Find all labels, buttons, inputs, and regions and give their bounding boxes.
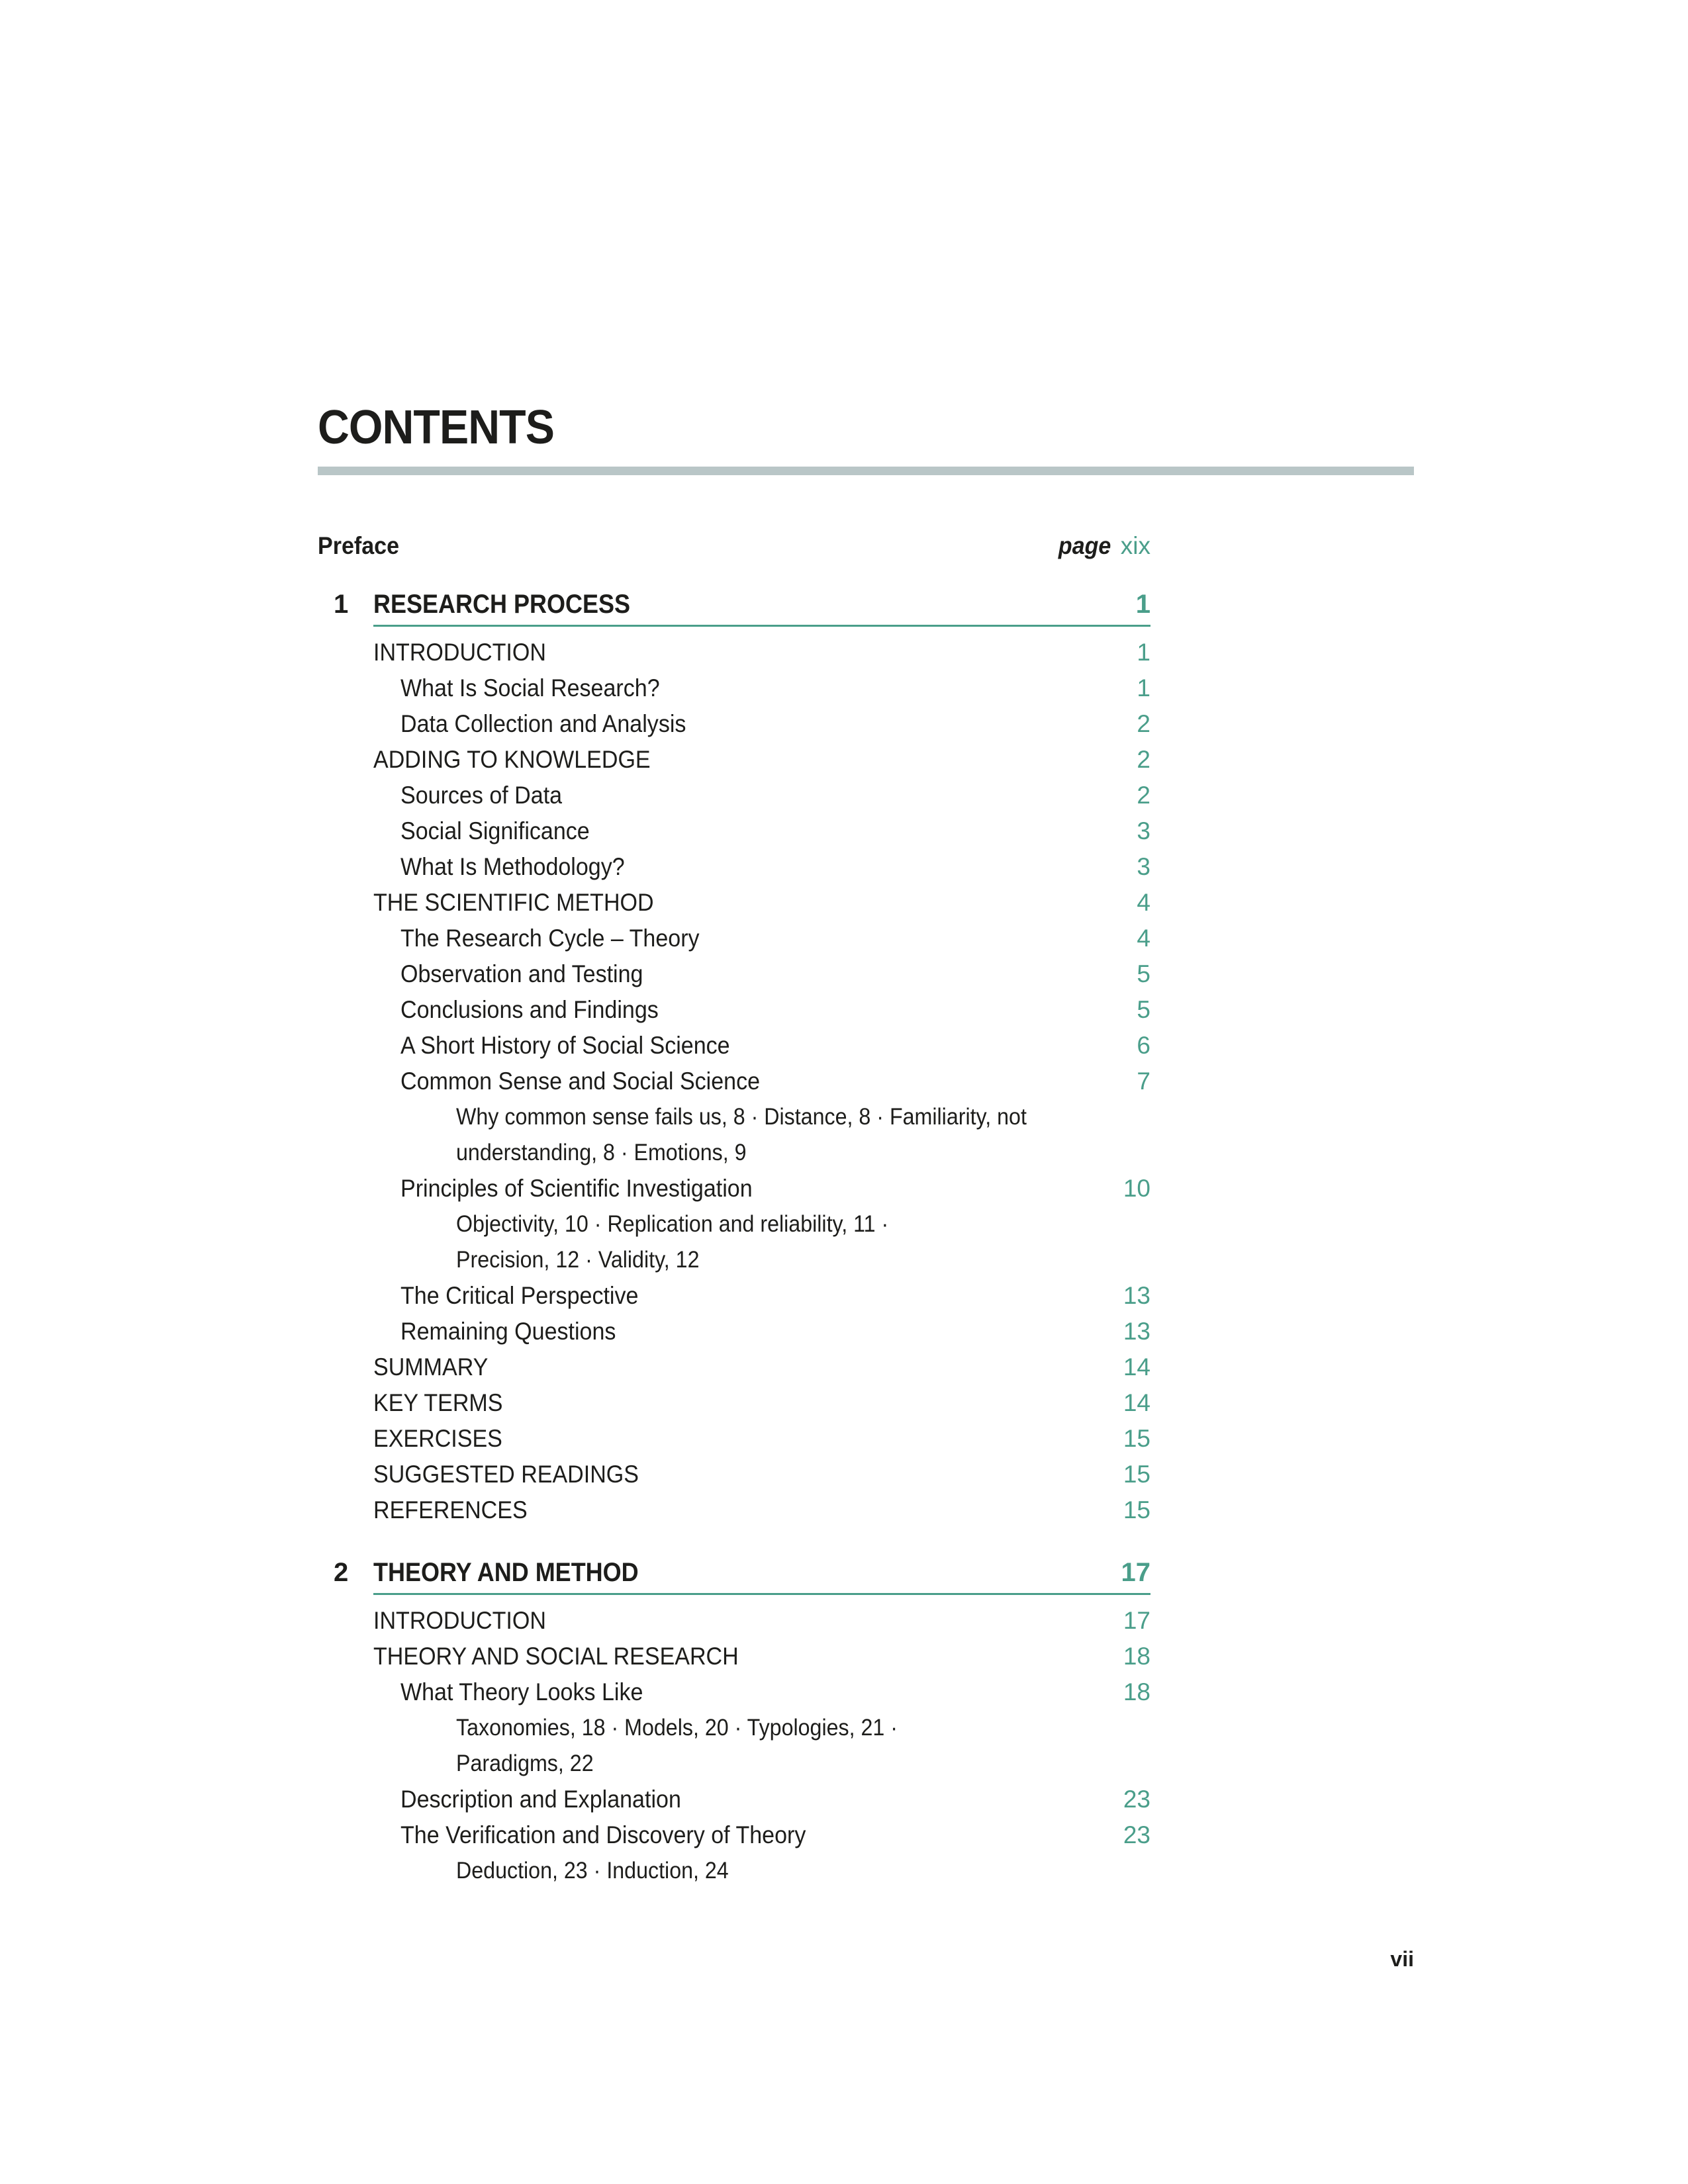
entry-page: 17 bbox=[1123, 1607, 1150, 1634]
entry-page: 1 bbox=[1137, 674, 1150, 702]
entry-text: A Short History of Social Science bbox=[400, 1032, 730, 1059]
title-rule bbox=[318, 467, 1414, 475]
entry-text: Data Collection and Analysis bbox=[400, 710, 686, 737]
entry-page: 18 bbox=[1123, 1643, 1150, 1670]
chapter-number: 2 bbox=[334, 1558, 349, 1587]
entry-text: The Verification and Discovery of Theory bbox=[400, 1821, 806, 1848]
entry-page: 2 bbox=[1137, 710, 1150, 737]
entry-text: Paradigms, 22 bbox=[456, 1751, 594, 1776]
entry-page: 7 bbox=[1137, 1068, 1150, 1095]
entry-page: 13 bbox=[1123, 1318, 1150, 1345]
entry-page: 4 bbox=[1137, 889, 1150, 916]
entry-text: Objectivity, 10 · Replication and reliability, 11 · bbox=[456, 1211, 889, 1237]
entry-text: Social Significance bbox=[400, 817, 590, 844]
entry-text: The Critical Perspective bbox=[400, 1282, 639, 1309]
entry-page: 2 bbox=[1137, 746, 1150, 773]
entry-text: Description and Explanation bbox=[400, 1786, 681, 1813]
chapter-title[interactable]: THEORY AND METHOD bbox=[373, 1558, 639, 1587]
entry-text: Conclusions and Findings bbox=[400, 996, 659, 1023]
entry-text: Observation and Testing bbox=[400, 960, 643, 987]
chapter-rule bbox=[373, 625, 1150, 627]
entry-text: What Theory Looks Like bbox=[400, 1678, 643, 1706]
entry-text: Precision, 12 · Validity, 12 bbox=[456, 1247, 700, 1273]
entry-page: 15 bbox=[1123, 1425, 1150, 1452]
entry-text: understanding, 8 · Emotions, 9 bbox=[456, 1140, 747, 1165]
entry-text: Remaining Questions bbox=[400, 1318, 616, 1345]
entry-page: 3 bbox=[1137, 817, 1150, 844]
chapter-number: 1 bbox=[334, 590, 349, 619]
entry-page: 5 bbox=[1137, 960, 1150, 987]
chapter-page: 1 bbox=[1135, 590, 1150, 619]
entry-page: 13 bbox=[1123, 1282, 1150, 1309]
entry-text: What Is Social Research? bbox=[400, 674, 660, 702]
entry-page: 4 bbox=[1137, 925, 1150, 952]
entry-page: 15 bbox=[1123, 1496, 1150, 1524]
entry-page: 3 bbox=[1137, 853, 1150, 880]
entry-text: THE SCIENTIFIC METHOD bbox=[373, 889, 654, 916]
entry-text: INTRODUCTION bbox=[373, 1607, 546, 1634]
entry-text: Taxonomies, 18 · Models, 20 · Typologies, 21 · bbox=[456, 1715, 898, 1741]
preface-page: xix bbox=[1120, 532, 1150, 559]
entry-text: The Research Cycle – Theory bbox=[400, 925, 700, 952]
entry-text: ADDING TO KNOWLEDGE bbox=[373, 746, 651, 773]
entry-text: Sources of Data bbox=[400, 782, 563, 809]
entry-page: 15 bbox=[1123, 1461, 1150, 1488]
entry-page: 6 bbox=[1137, 1032, 1150, 1059]
entry-text: What Is Methodology? bbox=[400, 853, 625, 880]
entry-text: THEORY AND SOCIAL RESEARCH bbox=[373, 1643, 739, 1670]
page-title: CONTENTS bbox=[318, 401, 554, 454]
entry-text: Why common sense fails us, 8 · Distance, 8 · Familiarity, not bbox=[456, 1104, 1027, 1130]
page-number: vii bbox=[1390, 1947, 1414, 1971]
entry-page: 10 bbox=[1123, 1175, 1150, 1202]
entry-page: 23 bbox=[1123, 1821, 1150, 1848]
entry-text: Deduction, 23 · Induction, 24 bbox=[456, 1858, 729, 1884]
entry-page: 2 bbox=[1137, 782, 1150, 809]
entry-text: KEY TERMS bbox=[373, 1389, 503, 1416]
entry-text: INTRODUCTION bbox=[373, 639, 546, 666]
entry-text: EXERCISES bbox=[373, 1425, 502, 1452]
chapter-rule bbox=[373, 1593, 1150, 1595]
entry-text: Common Sense and Social Science bbox=[400, 1068, 761, 1095]
entry-text: REFERENCES bbox=[373, 1496, 528, 1524]
entry-page: 14 bbox=[1123, 1353, 1150, 1381]
preface-label: Preface bbox=[318, 532, 400, 559]
entry-page: 5 bbox=[1137, 996, 1150, 1023]
page-word: page bbox=[1058, 532, 1111, 559]
entry-text: Principles of Scientific Investigation bbox=[400, 1175, 753, 1202]
entry-page: 1 bbox=[1137, 639, 1150, 666]
entry-page: 23 bbox=[1123, 1786, 1150, 1813]
entry-page: 14 bbox=[1123, 1389, 1150, 1416]
entry-page: 18 bbox=[1123, 1678, 1150, 1706]
entry-text: SUMMARY bbox=[373, 1353, 489, 1381]
chapter-page: 17 bbox=[1121, 1558, 1150, 1587]
entry-text: SUGGESTED READINGS bbox=[373, 1461, 639, 1488]
chapter-title[interactable]: RESEARCH PROCESS bbox=[373, 590, 631, 619]
